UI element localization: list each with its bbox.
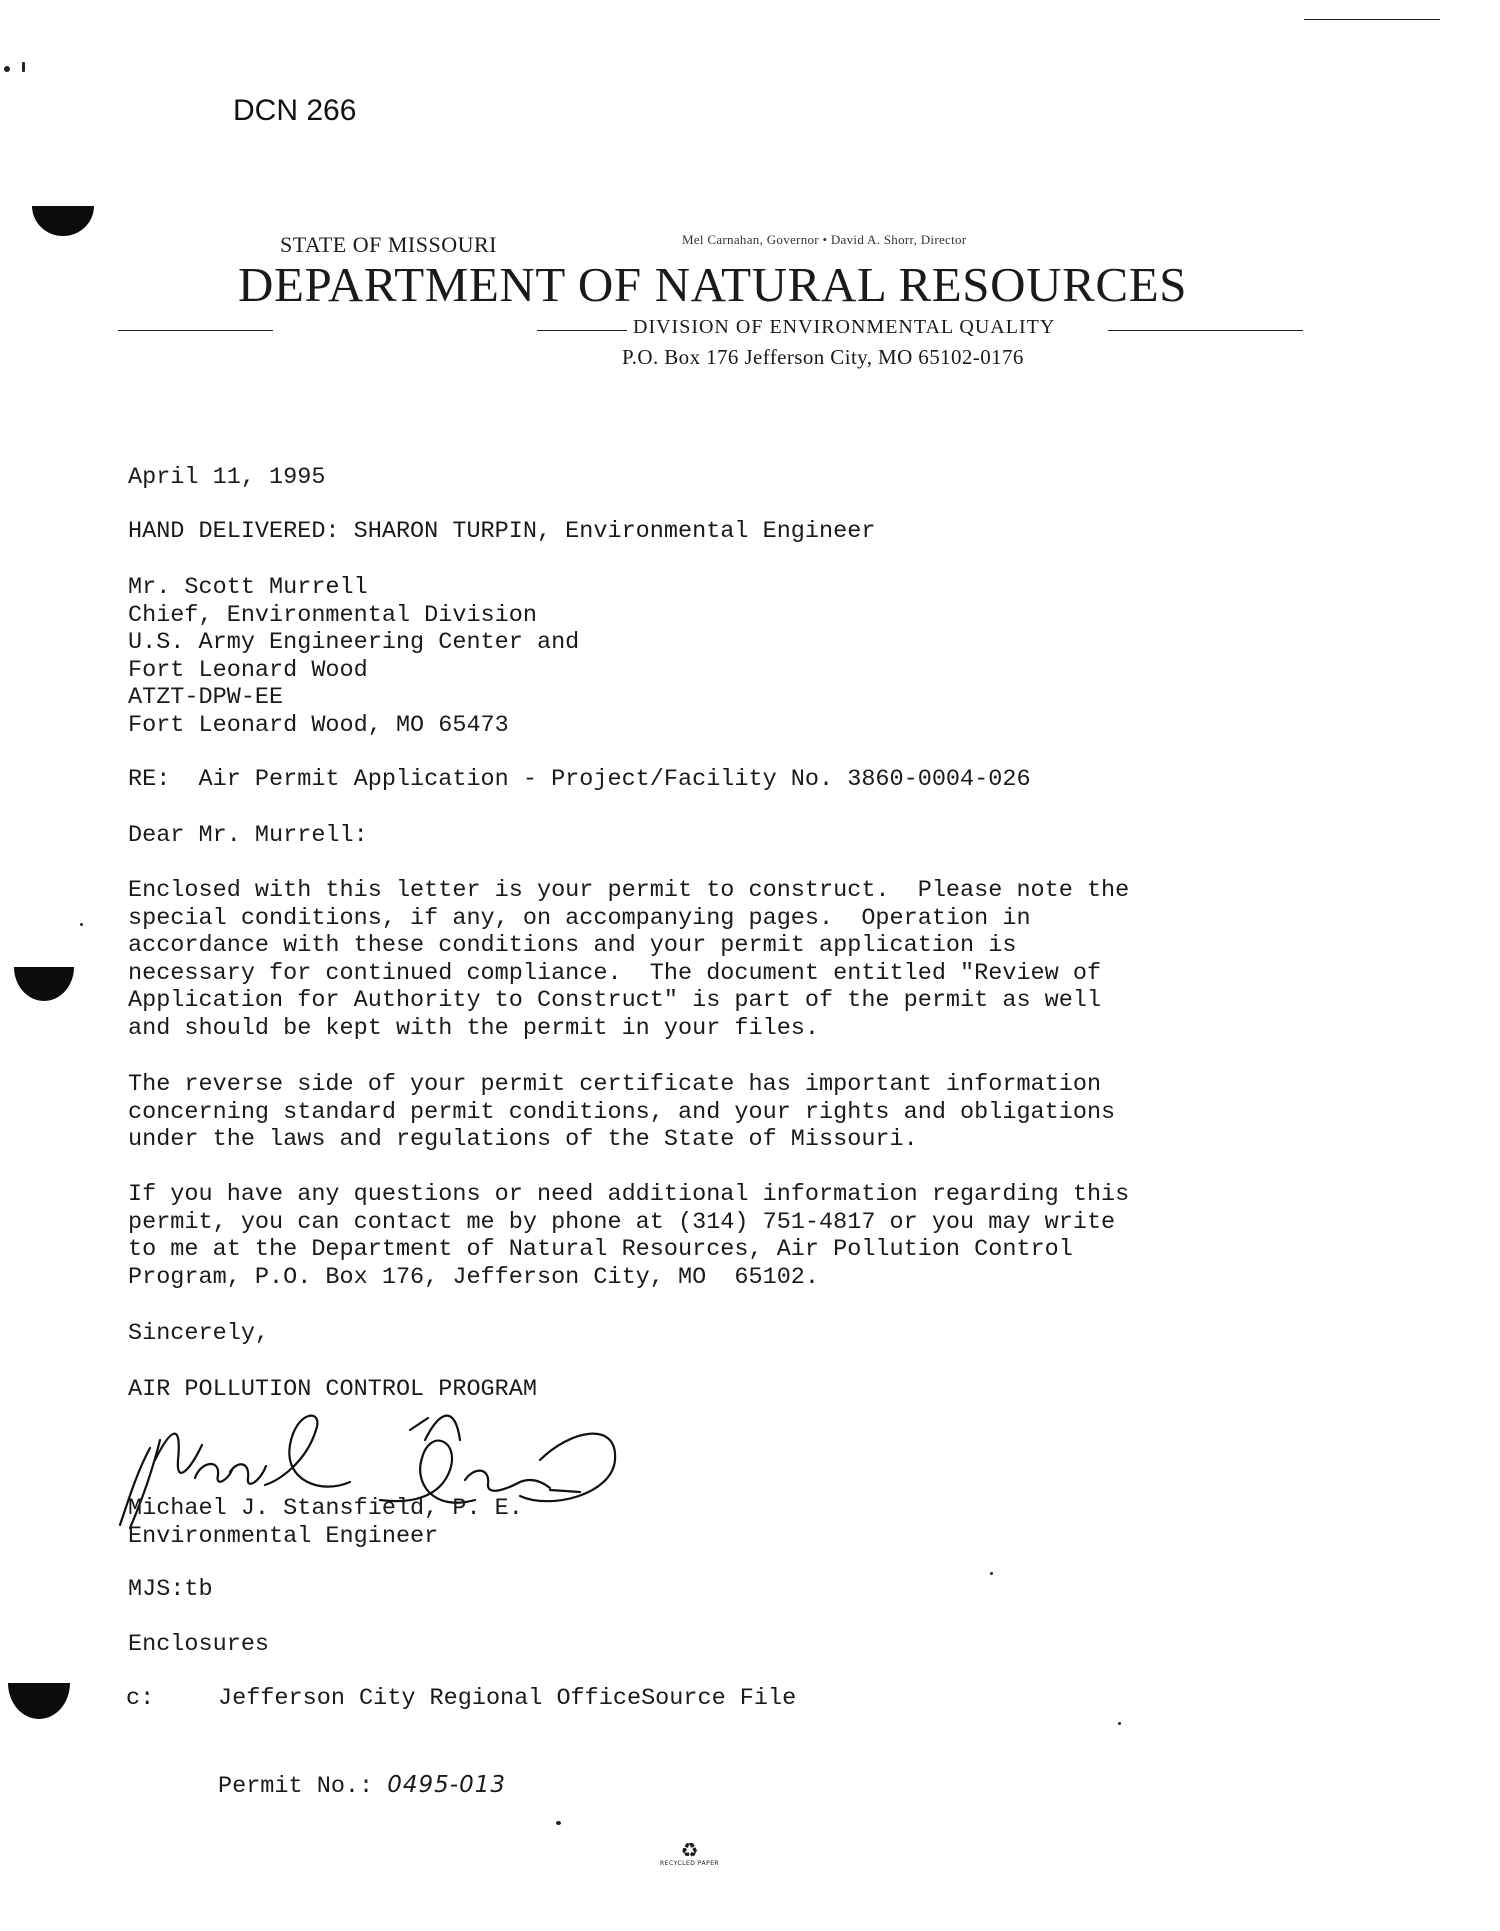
subject-line [128, 766, 1031, 794]
cc-recipient-line: Jefferson City Regional Office [218, 1685, 642, 1712]
letterhead-rule-mid [537, 330, 627, 331]
paragraph-3-line: permit, you can contact me by phone at (314) 751-4817 or you may write [128, 1208, 1116, 1236]
paragraph-2-line: concerning standard permit conditions, and your rights and obligations [128, 1098, 1116, 1126]
hole-punch-mark [32, 206, 94, 236]
paragraph-2-line: under the laws and regulations of the State of Missouri. [128, 1126, 918, 1153]
hole-punch-mark [8, 1683, 70, 1719]
signer-name: Michael J. Stansfield, P. E. [128, 1495, 523, 1522]
paragraph-1-line: necessary for continued compliance. The document entitled "Review of [128, 959, 1102, 987]
paragraph-1-line: Enclosed with this letter is your permit to construct. Please note the [128, 877, 1130, 904]
letter-date [128, 464, 325, 492]
initials-text: MJS:tb [128, 1576, 213, 1603]
permit-label: Permit No.: [218, 1773, 374, 1800]
signer-block [128, 1495, 523, 1550]
enclosures [128, 1631, 269, 1659]
paragraph-2-line: The reverse side of your permit certificate has important information [128, 1071, 1102, 1098]
enclosures-text: Enclosures [128, 1631, 270, 1658]
recipient-address [128, 574, 579, 739]
delivery-line [128, 518, 875, 546]
hole-punch-mark [14, 967, 74, 1001]
paragraph-2 [128, 1071, 1115, 1154]
salutation [128, 822, 368, 850]
scan-speck [22, 62, 25, 72]
program-text: AIR POLLUTION CONTROL PROGRAM [128, 1376, 537, 1403]
paragraph-1 [128, 877, 1129, 1042]
recipient-line: Fort Leonard Wood, MO 65473 [128, 711, 509, 739]
letterhead-address: P.O. Box 176 Jefferson City, MO 65102-0176 [622, 345, 1024, 369]
recipient-line: Fort Leonard Wood [128, 656, 368, 684]
document-control-number: DCN 266 [233, 94, 357, 127]
recipient-line: U.S. Army Engineering Center and [128, 629, 580, 656]
permit-number: 0495-013 [387, 1772, 506, 1798]
letterhead-officials: Mel Carnahan, Governor • David A. Shorr, Director [682, 232, 967, 247]
paragraph-3-line: Program, P.O. Box 176, Jefferson City, MO 65102. [128, 1263, 820, 1291]
closing [128, 1320, 269, 1348]
letterhead-state: STATE OF MISSOURI [280, 232, 497, 257]
scan-speck [1118, 1722, 1121, 1725]
paragraph-3-line: If you have any questions or need additional information regarding this [128, 1181, 1130, 1208]
recycled-paper-mark [660, 1840, 719, 1867]
paragraph-3-line: to me at the Department of Natural Resources, Air Pollution Control [128, 1236, 1073, 1263]
letterhead-division: DIVISION OF ENVIRONMENTAL QUALITY [633, 316, 1056, 338]
scan-speck [4, 66, 10, 72]
initials [128, 1576, 213, 1604]
recipient-line: Chief, Environmental Division [128, 601, 537, 629]
letterhead-rule-right [1108, 330, 1303, 331]
cc-label: c: [126, 1685, 155, 1712]
recipient-line: ATZT-DPW-EE [128, 684, 284, 711]
closing-text: Sincerely, [128, 1320, 270, 1347]
scan-speck [80, 923, 83, 926]
paragraph-1-line: and should be kept with the permit in your files. [128, 1014, 820, 1042]
paragraph-1-line: special conditions, if any, on accompanying pages. Operation in [128, 904, 1031, 932]
salutation-text: Dear Mr. Murrell: [128, 822, 368, 849]
letterhead-department: DEPARTMENT OF NATURAL RESOURCES [238, 257, 1188, 312]
top-edge-rule [1304, 19, 1440, 20]
permit-number-line [218, 1772, 506, 1801]
subject-text: RE: Air Permit Application - Project/Facility No. 3860-0004-026 [128, 766, 1031, 793]
scan-speck [556, 1821, 561, 1825]
cc-recipient-line: Source File [641, 1685, 797, 1712]
cc-list [218, 1685, 796, 1713]
scan-speck [990, 1572, 993, 1575]
recipient-line: Mr. Scott Murrell [128, 574, 368, 601]
paragraph-1-line: accordance with these conditions and your permit application is [128, 932, 1017, 959]
recycle-icon: ♻ [680, 1838, 699, 1862]
signer-title: Environmental Engineer [128, 1522, 439, 1550]
paragraph-3 [128, 1181, 1129, 1291]
recycled-label: RECYCLED PAPER [660, 1860, 720, 1867]
letterhead-rule-left [118, 330, 273, 331]
date-text: April 11, 1995 [128, 464, 326, 491]
delivery-text: HAND DELIVERED: SHARON TURPIN, Environmental Engineer [128, 518, 876, 545]
paragraph-1-line: Application for Authority to Construct" is part of the permit as well [128, 987, 1102, 1014]
